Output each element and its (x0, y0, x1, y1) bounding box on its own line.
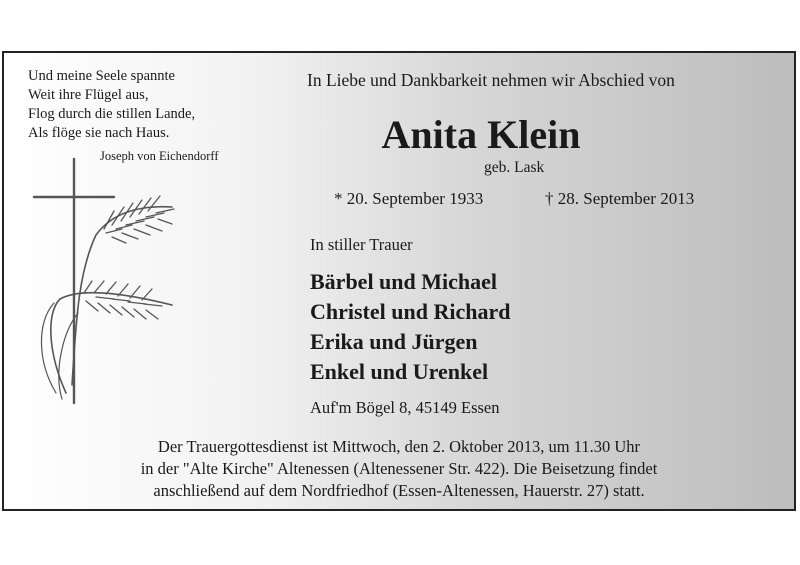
poem-line: Und meine Seele spannte (28, 68, 175, 84)
service-line: anschließend auf dem Nordfriedhof (Essen-Altenessen, Hauerstr. 27) statt. (153, 481, 645, 500)
family-list (310, 267, 510, 387)
death-date: † 28. September 2013 (545, 189, 695, 208)
birth-date: * 20. September 1933 (334, 189, 484, 208)
service-line: in der "Alte Kirche" Altenessen (Altenessener Str. 422). Die Beisetzung findet (140, 459, 658, 478)
poem-line: Flog durch die stillen Lande, (28, 106, 196, 122)
poem-author: Joseph von Eichendorff (100, 149, 219, 163)
family-member: Christel und Richard (310, 299, 511, 324)
poem-line: Als flöge sie nach Haus. (28, 125, 170, 141)
notice-intro: In Liebe und Dankbarkeit nehmen wir Abschied von (307, 70, 675, 90)
poem-line: Weit ihre Flügel aus, (28, 87, 149, 103)
family-member: Enkel und Urenkel (310, 359, 489, 384)
service-line: Der Trauergottesdienst ist Mittwoch, den 2. Oktober 2013, um 11.30 Uhr (157, 437, 641, 456)
obituary-card (2, 51, 796, 511)
maiden-name: geb. Lask (484, 159, 545, 176)
deceased-name: Anita Klein (381, 112, 581, 157)
cross-with-wheat-icon (26, 153, 186, 405)
family-member: Erika und Jürgen (310, 329, 478, 354)
family-address: Auf'm Bögel 8, 45149 Essen (310, 398, 500, 417)
poem (28, 67, 195, 143)
service-info (4, 436, 794, 502)
family-member: Bärbel und Michael (310, 269, 498, 294)
mourning-line: In stiller Trauer (310, 235, 413, 254)
